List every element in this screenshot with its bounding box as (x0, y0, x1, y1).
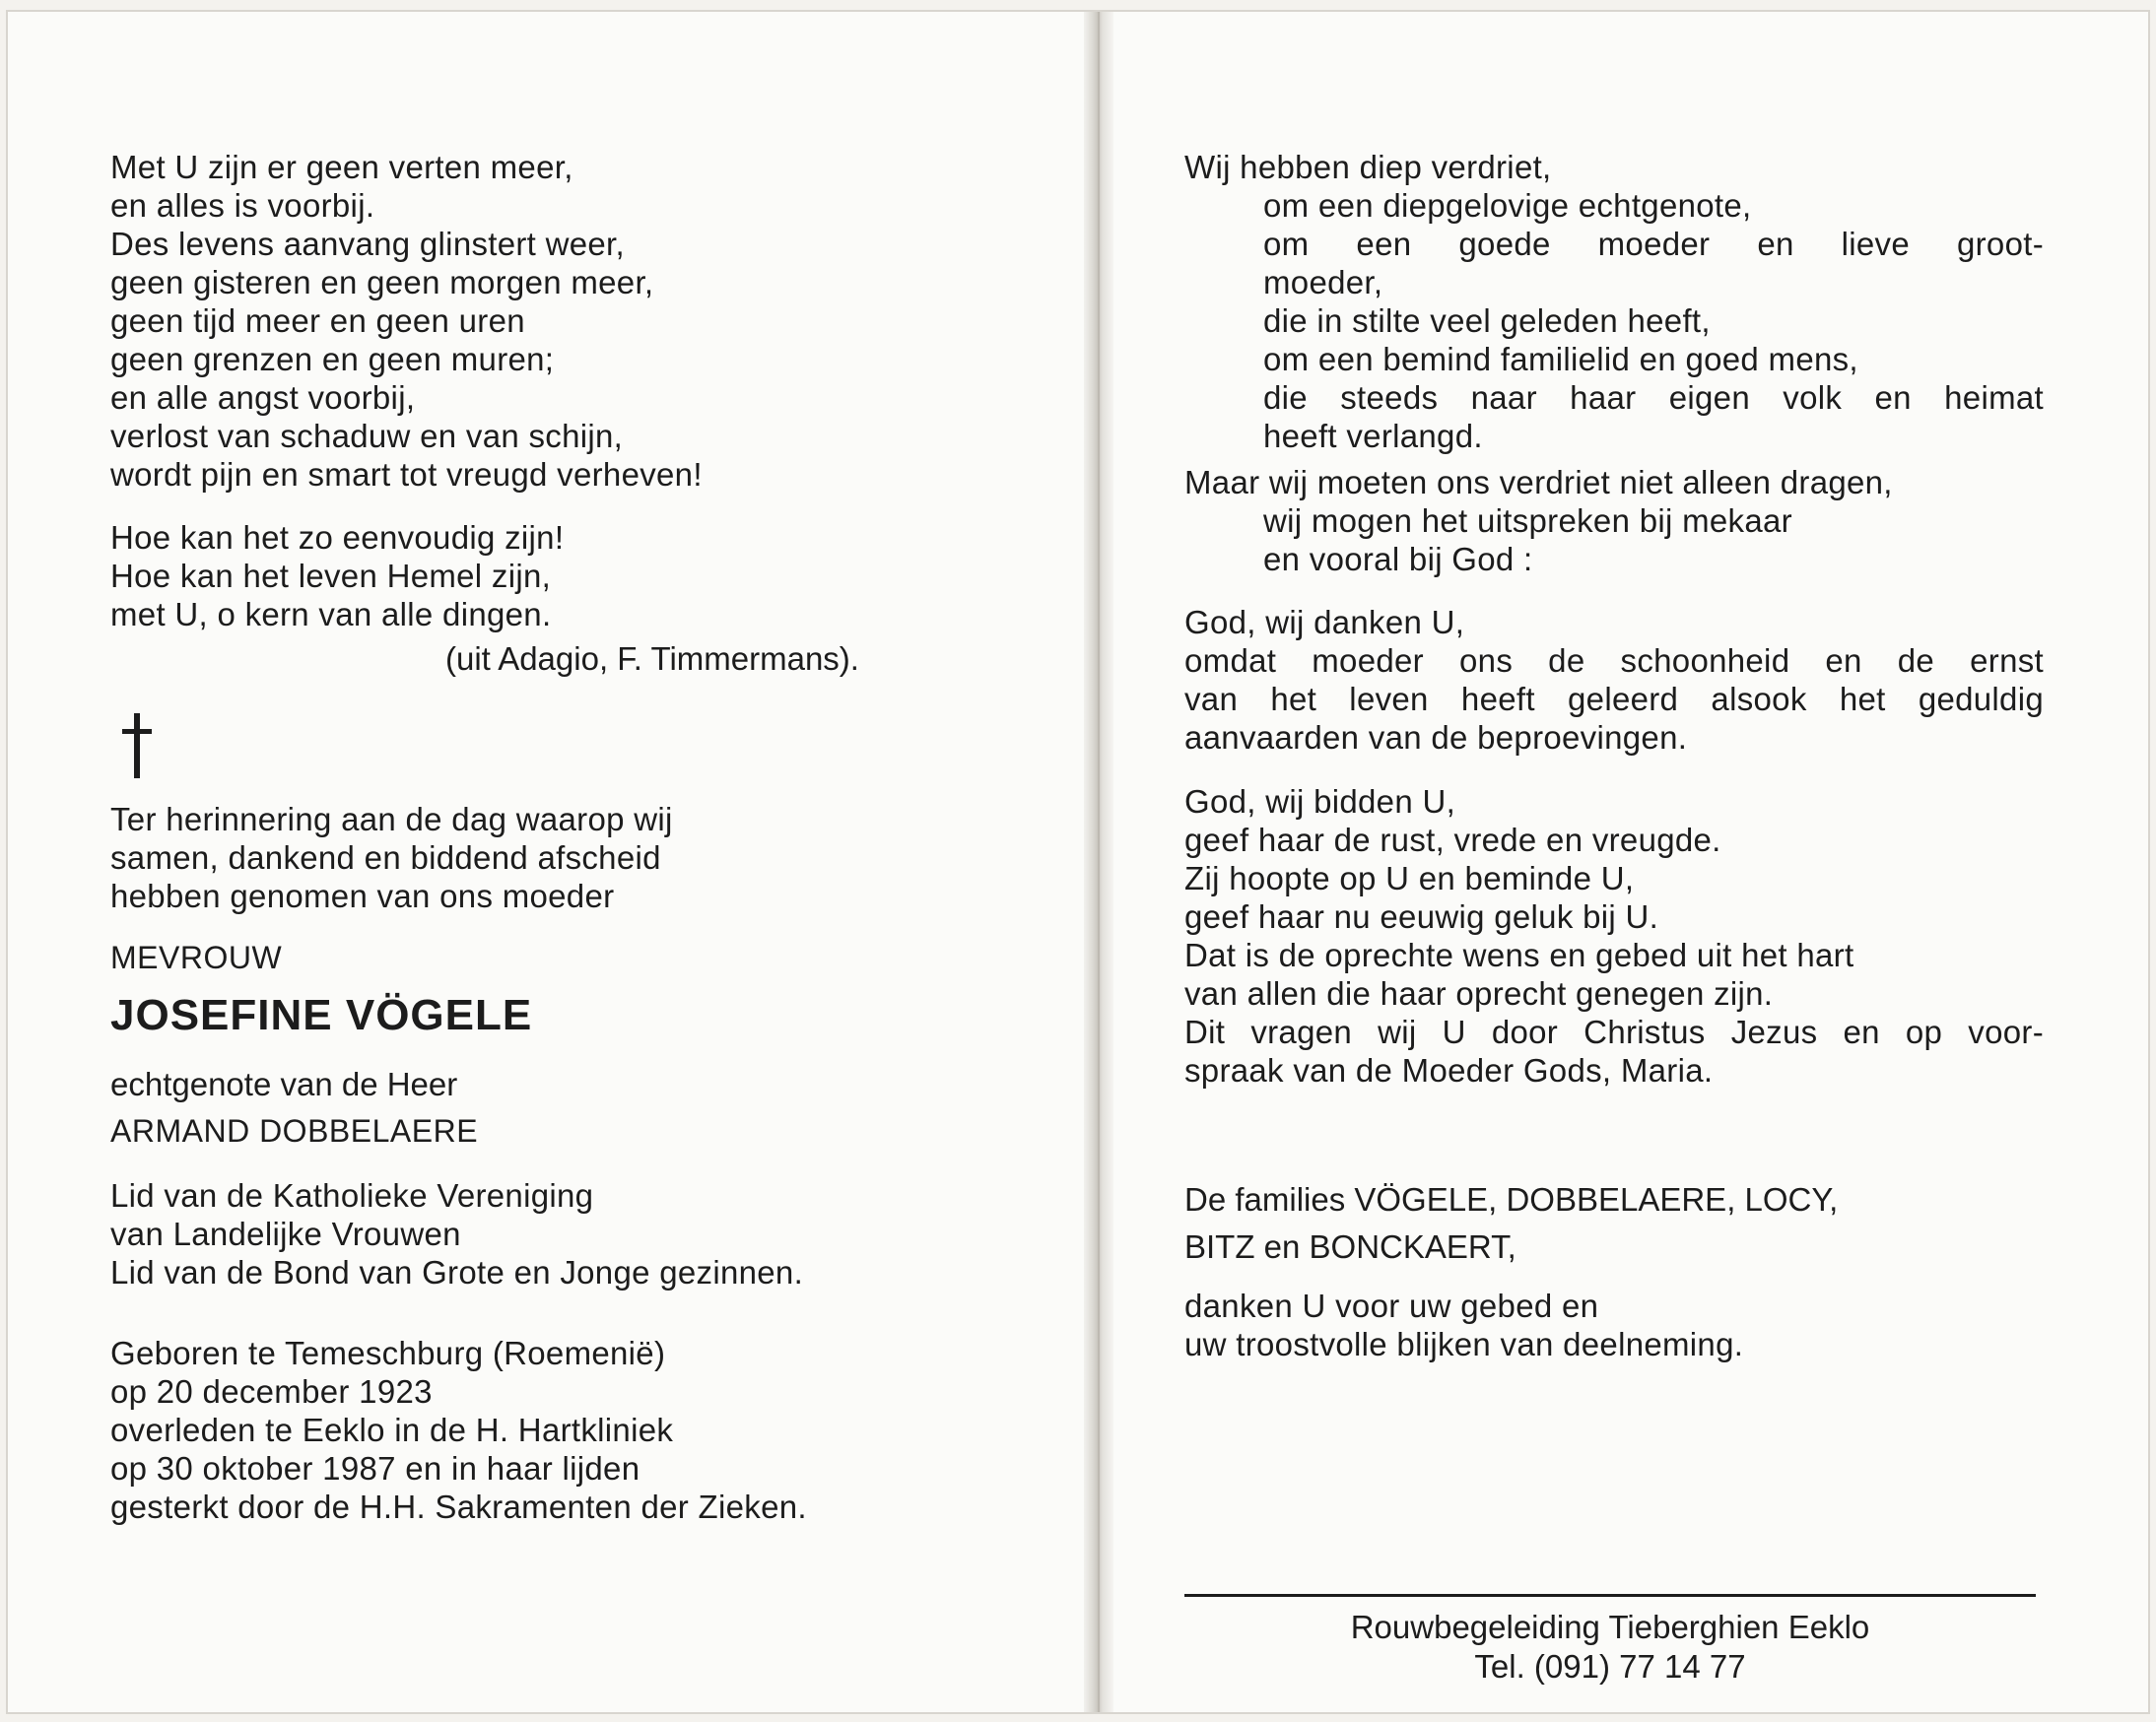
thanks (1184, 1287, 1743, 1363)
prayer-line: aanvaarden van de beproevingen. (1184, 719, 1688, 756)
grief-line: moeder, (1263, 264, 1383, 300)
petition-prayer (1184, 782, 2044, 1090)
grief-line: heeft verlangd. (1263, 418, 1483, 454)
thanks-line: danken U voor uw gebed en (1184, 1288, 1599, 1324)
footer-line: Tel. (091) 77 14 77 (1474, 1648, 1746, 1685)
memorial-intro (110, 800, 673, 915)
memorial-line: hebben genomen van ons moeder (110, 878, 615, 914)
title-label: MEVROUW (110, 940, 283, 975)
sharing-line: en vooral bij God : (1263, 541, 1533, 577)
poem-source: (uit Adagio, F. Timmermans). (445, 640, 859, 677)
poem-line: met U, o kern van alle dingen. (110, 596, 552, 632)
deceased-name: JOSEFINE VÖGELE (110, 991, 533, 1039)
grief-line: om een diepgelovige echtgenote, (1263, 187, 1752, 224)
footer-line: Rouwbegeleiding Tieberghien Eeklo (1350, 1609, 1870, 1645)
grief-line: om een goede moeder en lieve groot- (1263, 226, 2044, 262)
poem (110, 148, 703, 494)
membership-line: Lid van de Bond van Grote en Jonge gezinnen. (110, 1254, 804, 1291)
memorial-line: samen, dankend en biddend afscheid (110, 839, 661, 876)
grief-line: Wij hebben diep verdriet, (1184, 149, 1552, 185)
prayer-line: God, wij bidden U, (1184, 783, 1456, 820)
poem-line: geen gisteren en geen morgen meer, (110, 264, 654, 300)
prayer-line: God, wij danken U, (1184, 604, 1465, 640)
poem-line: Hoe kan het leven Hemel zijn, (110, 558, 552, 594)
bio-line: overleden te Eeklo in de H. Hartkliniek (110, 1412, 674, 1448)
grief-block (1184, 148, 2044, 455)
prayer-line: van allen die haar oprecht genegen zijn. (1184, 975, 1774, 1012)
sharing-line: wij mogen het uitspreken bij mekaar (1263, 502, 1792, 539)
poem-line: Met U zijn er geen verten meer, (110, 149, 573, 185)
prayer-line: Dat is de oprechte wens en gebed uit het hart (1184, 937, 1854, 973)
membership-line: Lid van de Katholieke Vereniging (110, 1177, 594, 1214)
bio-line: op 20 december 1923 (110, 1373, 433, 1410)
memorial-line: Ter herinnering aan de dag waarop wij (110, 801, 673, 837)
funeral-director (1184, 1608, 2036, 1687)
prayer-line: geef haar nu eeuwig geluk bij U. (1184, 898, 1659, 935)
prayer-line: geef haar de rust, vrede en vreugde. (1184, 822, 1721, 858)
poem-line: geen grenzen en geen muren; (110, 341, 555, 377)
prayer-line: spraak van de Moeder Gods, Maria. (1184, 1052, 1714, 1089)
poem-line: verlost van schaduw en van schijn, (110, 418, 624, 454)
membership (110, 1176, 803, 1292)
prayer-line: van het leven heeft geleerd alsook het geduldig (1184, 681, 2044, 717)
poem-line: Des levens aanvang glinstert weer, (110, 226, 625, 262)
thanks-prayer (1184, 603, 2044, 757)
prayer-line: Dit vragen wij U door Christus Jezus en op voor- (1184, 1014, 2044, 1050)
grief-line: die steeds naar haar eigen volk en heimat (1263, 379, 2044, 416)
sharing-block (1184, 463, 1893, 578)
divider (1184, 1594, 2036, 1597)
bio-line: op 30 oktober 1987 en in haar lijden (110, 1450, 640, 1487)
families-line: De families VÖGELE, DOBBELAERE, LOCY, (1184, 1181, 1839, 1218)
grief-line: om een bemind familielid en goed mens, (1263, 341, 1858, 377)
families-line: BITZ en BONCKAERT, (1184, 1228, 1516, 1265)
membership-line: van Landelijke Vrouwen (110, 1216, 461, 1252)
grief-line: die in stilte veel geleden heeft, (1263, 302, 1711, 339)
prayer-line: Zij hoopte op U en beminde U, (1184, 860, 1635, 896)
spouse-intro: echtgenote van de Heer (110, 1066, 458, 1102)
thanks-line: uw troostvolle blijken van deelneming. (1184, 1326, 1744, 1362)
memorial-card (6, 10, 2150, 1714)
poem-line: wordt pijn en smart tot vreugd verheven! (110, 456, 703, 493)
poem-line: Hoe kan het zo eenvoudig zijn! (110, 519, 565, 556)
poem-line: geen tijd meer en geen uren (110, 302, 525, 339)
poem-stanza-2 (110, 518, 564, 633)
spouse-name: ARMAND DOBBELAERE (110, 1113, 479, 1149)
card-fold (1084, 12, 1113, 1712)
prayer-line: omdat moeder ons de schoonheid en de ernst (1184, 642, 2044, 679)
bio-line: Geboren te Temeschburg (Roemenië) (110, 1335, 666, 1371)
families (1184, 1176, 1838, 1271)
poem-line: en alles is voorbij. (110, 187, 375, 224)
sharing-line: Maar wij moeten ons verdriet niet alleen dragen, (1184, 464, 1893, 500)
poem-line: en alle angst voorbij, (110, 379, 416, 416)
biography (110, 1334, 807, 1526)
cross-icon (118, 713, 158, 778)
bio-line: gesterkt door de H.H. Sakramenten der Zieken. (110, 1489, 807, 1525)
